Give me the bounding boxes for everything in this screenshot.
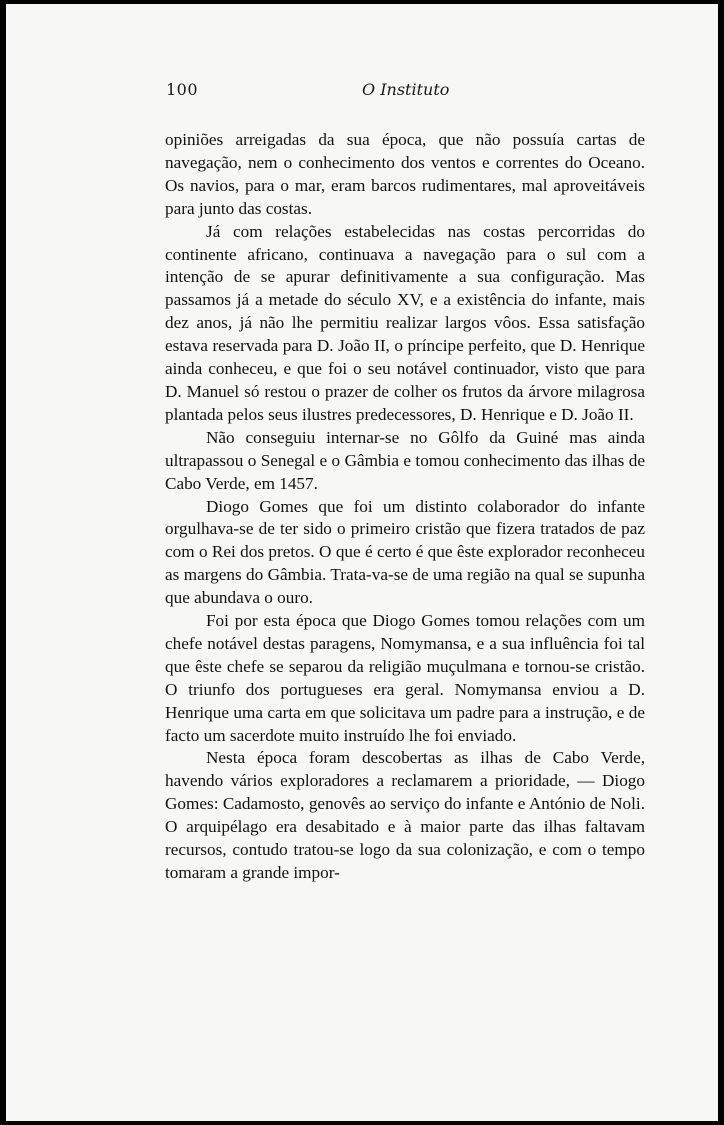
paragraph-6: Nesta época foram descobertas as ilhas de Cabo Verde, havendo vários exploradores a reclamarem a prioridade, — Diogo Gomes: Cadamosto, genovês ao serviço do infante e António de Noli. O arquipélago era desabitado e à maior parte das ilhas faltavam recursos, contudo tratou-se logo da sua colonização, e com o tempo tomaram a grande impor- xyxy=(165,748,645,882)
body-text xyxy=(165,129,645,885)
document-page xyxy=(6,4,718,1121)
page-number: 100 xyxy=(166,80,199,99)
paragraph-2: Já com relações estabelecidas nas costas percorridas do continente africano, continuava a navegação para o sul com a intenção de se apurar definitivamente a sua configuração. Mas passamos já a metade do século XV, e a existência do infante, mais dez anos, já não lhe permitiu realizar largos vôos. Essa satisfação estava reservada para D. João II, o príncipe perfeito, que D. Henrique ainda conheceu, e que foi o seu notável continuador, visto que para D. Manuel só restou o prazer de colher os frutos da árvore milagrosa plantada pelos seus ilustres predecessores, D. Henrique e D. João II. xyxy=(165,221,645,424)
paragraph-4: Diogo Gomes que foi um distinto colaborador do infante orgulhava-se de ter sido o primeiro cristão que fizera tratados de paz com o Rei dos pretos. O que é certo é que êste explorador reconheceu as margens do Gâmbia. Trata-va-se de uma região na qual se supunha que abundava o ouro. xyxy=(165,496,645,608)
paragraph-1: opiniões arreigadas da sua época, que não possuía cartas de navegação, nem o conhecimento dos ventos e correntes do Oceano. Os navios, para o mar, eram barcos rudimentares, mal aproveitáveis para junto das costas. xyxy=(165,130,645,218)
paragraph-5: Foi por esta época que Diogo Gomes tomou relações com um chefe notável destas paragens, Nomymansa, e a sua influência foi tal que êste chefe se separou da religião muçulmana e tornou-se cristão. O triunfo dos portugueses era geral. Nomymansa enviou a D. Henrique uma carta em que solicitava um padre para a instrução, e de facto um sacerdote muito instruído lhe foi enviado. xyxy=(165,611,645,745)
page-header xyxy=(166,80,650,102)
running-title: O Instituto xyxy=(362,80,450,99)
paragraph-3: Não conseguiu internar-se no Gôlfo da Guiné mas ainda ultrapassou o Senegal e o Gâmbia e tomou conhecimento das ilhas de Cabo Verde, em 1457. xyxy=(165,427,645,493)
